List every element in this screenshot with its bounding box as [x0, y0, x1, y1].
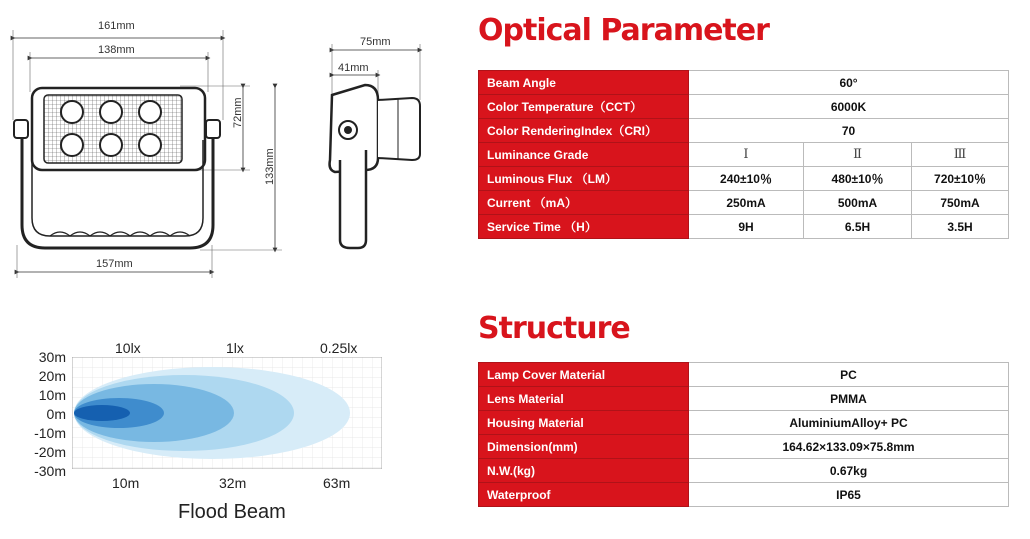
table-row — [479, 483, 1009, 507]
table-row — [479, 119, 1009, 143]
beam-zone-4 — [74, 405, 130, 421]
y-tick: -10m — [34, 425, 66, 441]
structure-table — [478, 362, 1009, 507]
optical-title: Optical Parameter — [478, 13, 769, 48]
row-value: Ⅱ — [804, 143, 912, 167]
x-tick: 63m — [323, 475, 351, 491]
row-value: 250mA — [689, 191, 804, 215]
dim-side-depth: 75mm — [360, 36, 391, 48]
row-label: Luminous Flux （LM） — [479, 167, 689, 191]
row-label: Color Temperature（CCT） — [479, 95, 689, 119]
dim-side-upper-depth: 41mm — [338, 62, 369, 74]
row-label: Color RenderingIndex（CRI） — [479, 119, 689, 143]
table-row — [479, 411, 1009, 435]
table-row — [479, 435, 1009, 459]
row-value: 500mA — [804, 191, 912, 215]
beam-plot — [72, 357, 382, 469]
row-label: Service Time （H） — [479, 215, 689, 239]
row-value: 720±10％ — [912, 167, 1009, 191]
row-value: 480±10％ — [804, 167, 912, 191]
row-label: Waterproof — [479, 483, 689, 507]
dim-inner-width: 138mm — [98, 44, 135, 56]
row-label: Luminance Grade — [479, 143, 689, 167]
lux-label-10: 10lx — [115, 340, 141, 356]
beam-y-axis — [30, 348, 66, 481]
table-row — [479, 191, 1009, 215]
row-value: PC — [689, 363, 1009, 387]
row-label: Lamp Cover Material — [479, 363, 689, 387]
optical-table — [478, 70, 1009, 239]
dim-bottom-width: 157mm — [96, 258, 133, 270]
table-row — [479, 95, 1009, 119]
row-value: 240±10％ — [689, 167, 804, 191]
y-tick: -30m — [34, 463, 66, 479]
table-row — [479, 71, 1009, 95]
table-row — [479, 459, 1009, 483]
row-value: 6.5H — [804, 215, 912, 239]
beam-title: Flood Beam — [178, 501, 286, 523]
dim-lens-height: 72mm — [232, 97, 244, 128]
row-label: Dimension(mm) — [479, 435, 689, 459]
row-label: Lens Material — [479, 387, 689, 411]
row-value: AluminiumAlloy+ PC — [689, 411, 1009, 435]
row-label: Current （mA） — [479, 191, 689, 215]
row-value: 164.62×133.09×75.8mm — [689, 435, 1009, 459]
y-tick: 30m — [38, 349, 66, 365]
y-tick: -20m — [34, 444, 66, 460]
dim-overall-width: 161mm — [98, 20, 135, 32]
x-tick: 32m — [219, 475, 247, 491]
front-view — [13, 30, 282, 278]
y-tick: 0m — [46, 406, 66, 422]
row-value: 0.67kg — [689, 459, 1009, 483]
row-value: 70 — [689, 119, 1009, 143]
row-value: PMMA — [689, 387, 1009, 411]
row-value: 750mA — [912, 191, 1009, 215]
row-label: N.W.(kg) — [479, 459, 689, 483]
table-row — [479, 167, 1009, 191]
y-tick: 20m — [38, 368, 66, 384]
side-view — [330, 44, 420, 248]
lux-label-025: 0.25lx — [320, 340, 358, 356]
row-value: Ⅰ — [689, 143, 804, 167]
row-value: IP65 — [689, 483, 1009, 507]
row-label: Housing Material — [479, 411, 689, 435]
table-row — [479, 143, 1009, 167]
table-row — [479, 215, 1009, 239]
row-value: Ⅲ — [912, 143, 1009, 167]
y-tick: 10m — [38, 387, 66, 403]
structure-title: Structure — [478, 311, 630, 346]
lux-label-1: 1lx — [226, 340, 244, 356]
row-value: 3.5H — [912, 215, 1009, 239]
row-label: Beam Angle — [479, 71, 689, 95]
table-row — [479, 387, 1009, 411]
x-tick: 10m — [112, 475, 140, 491]
row-value: 9H — [689, 215, 804, 239]
table-row — [479, 363, 1009, 387]
dim-total-height: 133mm — [264, 148, 276, 185]
row-value: 6000K — [689, 95, 1009, 119]
row-value: 60° — [689, 71, 1009, 95]
